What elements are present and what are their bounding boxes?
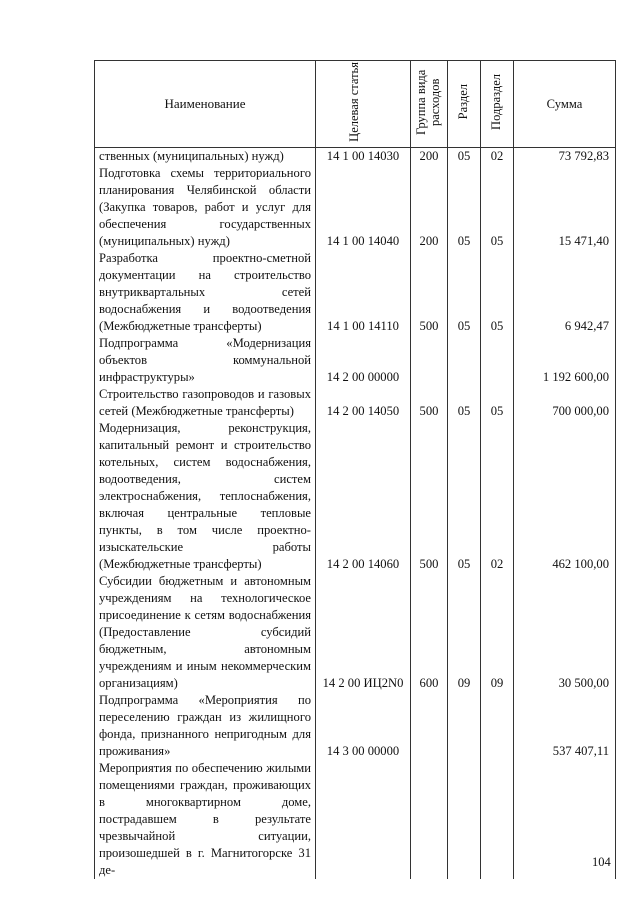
row-subsection-cell: 05 [481, 250, 514, 335]
row-sum-cell: 30 500,00 [514, 573, 616, 692]
row-subsection-cell: 02 [481, 420, 514, 573]
row-subsection-cell [481, 760, 514, 879]
row-name-cell: Субсидии бюджетным и автономным учреждениям на технологическое присоединение к сетям водоснабжения (Предоставление субсидий бюджетным, автономным учреждениям и иным некоммерческим организациям) [95, 573, 316, 692]
row-group-cell: 200 [411, 148, 448, 166]
row-section-cell: 05 [448, 165, 481, 250]
row-name-cell: Разработка проектно-сметной документации на строительство внутриквартальных сетей водоснабжения и водоотведения (Межбюджетные трансферты) [95, 250, 316, 335]
row-name-cell: ственных (муниципальных) нужд) [95, 148, 316, 166]
table-row [95, 165, 616, 250]
table-row [95, 760, 616, 879]
row-section-cell: 05 [448, 148, 481, 166]
header-section: Раздел [456, 84, 471, 120]
row-code-cell: 14 1 00 14040 [316, 165, 411, 250]
row-group-cell: 500 [411, 250, 448, 335]
row-code-cell: 14 2 00 ИЦ2N0 [316, 573, 411, 692]
row-group-cell: 500 [411, 386, 448, 420]
row-name-cell: Мероприятия по обеспечению жилыми помещениями граждан, проживающих в многоквартирном доме, пострадавшем в результате чрезвычайной ситуации, произошедшей в г. Магнитогорске 31 де- [95, 760, 316, 879]
row-name-cell: Подпрограмма «Мероприятия по переселению граждан из жилищного фонда, признанного непригодным для проживания» [95, 692, 316, 760]
row-subsection-cell: 05 [481, 165, 514, 250]
header-code-cell [316, 61, 411, 148]
row-group-cell: 500 [411, 420, 448, 573]
row-section-cell [448, 692, 481, 760]
row-section-cell [448, 760, 481, 879]
row-section-cell: 05 [448, 386, 481, 420]
row-code-cell: 14 2 00 14050 [316, 386, 411, 420]
row-subsection-cell: 09 [481, 573, 514, 692]
table-row [95, 335, 616, 386]
row-name-cell: Подготовка схемы территориального планирования Челябинской области (Закупка товаров, работ и услуг для обеспечения государственных (муниципальных) нужд) [95, 165, 316, 250]
budget-table [94, 60, 616, 879]
table-row [95, 692, 616, 760]
table-row [95, 386, 616, 420]
row-group-cell [411, 335, 448, 386]
table-body [95, 148, 616, 880]
table-row [95, 250, 616, 335]
row-sum-cell: 1 192 600,00 [514, 335, 616, 386]
row-sum-cell: 6 942,47 [514, 250, 616, 335]
row-code-cell: 14 2 00 14060 [316, 420, 411, 573]
row-code-cell: 14 3 00 00000 [316, 692, 411, 760]
table-row [95, 573, 616, 692]
header-group: Группа вида расходов [414, 69, 442, 135]
header-code: Целевая статья [347, 62, 361, 142]
row-group-cell [411, 692, 448, 760]
row-code-cell: 14 2 00 00000 [316, 335, 411, 386]
row-name-cell: Строительство газопроводов и газовых сетей (Межбюджетные трансферты) [95, 386, 316, 420]
row-sum-cell: 73 792,83 [514, 148, 616, 166]
row-code-cell: 14 1 00 14110 [316, 250, 411, 335]
row-code-cell [316, 760, 411, 879]
row-section-cell: 09 [448, 573, 481, 692]
row-group-cell [411, 760, 448, 879]
row-subsection-cell [481, 692, 514, 760]
row-group-cell: 200 [411, 165, 448, 250]
table-row [95, 148, 616, 166]
header-subsection-cell [481, 61, 514, 148]
table-header [95, 61, 616, 148]
row-sum-cell: 462 100,00 [514, 420, 616, 573]
row-section-cell [448, 335, 481, 386]
row-group-cell: 600 [411, 573, 448, 692]
header-name: Наименование [95, 61, 316, 148]
row-sum-cell: 15 471,40 [514, 165, 616, 250]
row-section-cell: 05 [448, 420, 481, 573]
header-sum: Сумма [514, 61, 616, 148]
row-subsection-cell [481, 335, 514, 386]
row-name-cell: Модернизация, реконструкция, капитальный ремонт и строительство котельных, систем водоснабжения, водоотведения, систем электроснабжения, теплоснабжения, включая центральные тепловые пункты, в том числе проектно-изыскательские работы (Межбюджетные трансферты) [95, 420, 316, 573]
table-row [95, 420, 616, 573]
row-subsection-cell: 05 [481, 386, 514, 420]
row-name-cell: Подпрограмма «Модернизация объектов коммунальной инфраструктуры» [95, 335, 316, 386]
row-sum-cell: 700 000,00 [514, 386, 616, 420]
header-group-cell [411, 61, 448, 148]
row-code-cell: 14 1 00 14030 [316, 148, 411, 166]
row-section-cell: 05 [448, 250, 481, 335]
row-subsection-cell: 02 [481, 148, 514, 166]
header-subsection: Подраздел [489, 74, 504, 130]
row-sum-cell: 537 407,11 [514, 692, 616, 760]
header-section-cell [448, 61, 481, 148]
page-number: 104 [592, 855, 611, 869]
